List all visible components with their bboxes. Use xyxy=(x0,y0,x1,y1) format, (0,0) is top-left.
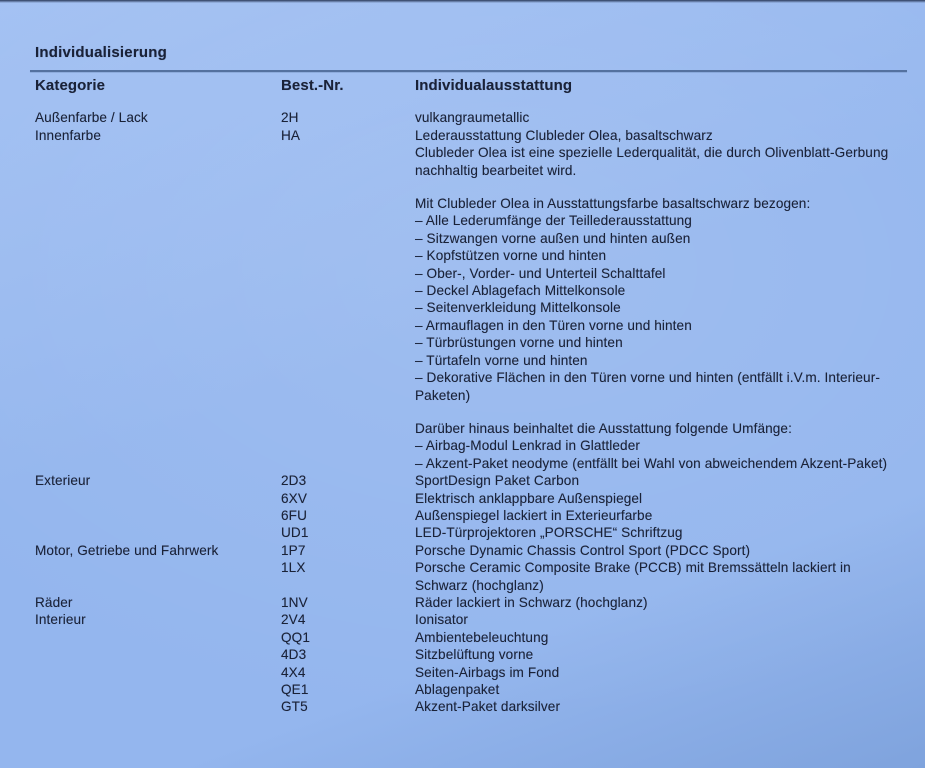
description-cell xyxy=(415,507,907,524)
column-header-code: Best.-Nr. xyxy=(281,77,344,94)
table-row xyxy=(35,542,907,559)
table-row xyxy=(35,490,907,507)
description-spacer xyxy=(415,404,907,420)
description-cell xyxy=(415,664,907,681)
table-row xyxy=(35,629,907,646)
description-line: Ambientebeleuchtung xyxy=(415,629,549,645)
description-line: Lederausstattung Clubleder Olea, basaltschwarz xyxy=(415,127,713,143)
table-row xyxy=(35,646,907,663)
table-row xyxy=(35,611,907,628)
description-cell xyxy=(415,109,907,126)
description-line: Ionisator xyxy=(415,612,469,628)
description-line: vulkangraumetallic xyxy=(415,110,530,126)
code-cell: GT5 xyxy=(281,699,308,715)
code-cell: 4D3 xyxy=(281,647,307,663)
description-cell xyxy=(415,646,907,663)
description-line: – Airbag-Modul Lenkrad in Glattleder xyxy=(415,438,641,454)
category-cell: Innenfarbe xyxy=(35,127,102,143)
code-cell: 4X4 xyxy=(281,664,306,680)
description-line: – Ober-, Vorder- und Unterteil Schalttafel xyxy=(415,265,666,281)
description-cell xyxy=(415,594,907,611)
description-line: SportDesign Paket Carbon xyxy=(415,473,580,489)
description-line: Ablagenpaket xyxy=(415,682,500,697)
table-row xyxy=(35,698,907,715)
description-line: Clubleder Olea ist eine spezielle Lederqualität, die durch Olivenblatt-Gerbung nachhaltig bearbeitet wird. xyxy=(415,145,889,178)
description-line: Mit Clubleder Olea in Ausstattungsfarbe basaltschwarz bezogen: xyxy=(415,196,811,212)
description-line: – Türbrüstungen vorne und hinten xyxy=(415,335,623,351)
table-row xyxy=(35,472,907,489)
description-line: – Akzent-Paket neodyme (entfällt bei Wahl von abweichendem Akzent-Paket) xyxy=(415,455,888,471)
column-header-description: Individualausstattung xyxy=(415,77,573,94)
category-cell: Interieur xyxy=(35,612,86,628)
description-line: – Armauflagen in den Türen vorne und hinten xyxy=(415,317,692,333)
description-cell xyxy=(415,698,907,715)
description-line: – Deckel Ablagefach Mittelkonsole xyxy=(415,283,626,299)
category-cell: Außenfarbe / Lack xyxy=(35,110,148,126)
description-line: – Dekorative Flächen in den Türen vorne und hinten (entfällt i.V.m. Interieur-Paketen) xyxy=(415,370,880,403)
description-line: Seiten-Airbags im Fond xyxy=(415,664,560,680)
code-cell: 1P7 xyxy=(281,542,306,558)
code-cell: 6XV xyxy=(281,490,307,506)
code-cell: 2V4 xyxy=(281,612,306,628)
table-row xyxy=(35,109,907,126)
table-row xyxy=(35,594,907,611)
description-line: Sitzbelüftung vorne xyxy=(415,647,534,663)
description-cell xyxy=(415,524,907,541)
description-line: Porsche Ceramic Composite Brake (PCCB) mit Bremssätteln lackiert in Schwarz (hochglanz) xyxy=(415,560,851,593)
description-line: Räder lackiert in Schwarz (hochglanz) xyxy=(415,594,648,610)
code-cell: QE1 xyxy=(281,682,309,697)
category-cell: Räder xyxy=(35,594,73,610)
description-line: Darüber hinaus beinhaltet die Ausstattung folgende Umfänge: xyxy=(415,420,792,436)
description-line: Porsche Dynamic Chassis Control Sport (PDCC Sport) xyxy=(415,542,751,558)
description-line: – Sitzwangen vorne außen und hinten außen xyxy=(415,230,691,246)
description-spacer xyxy=(415,179,907,195)
photo-top-edge xyxy=(0,0,925,3)
column-header-category: Kategorie xyxy=(35,77,106,94)
page-content xyxy=(35,44,907,716)
description-cell xyxy=(415,559,907,594)
category-cell: Motor, Getriebe und Fahrwerk xyxy=(35,542,219,558)
description-line: Elektrisch anklappbare Außenspiegel xyxy=(415,490,643,506)
category-cell: Exterieur xyxy=(35,473,91,489)
code-cell: 1NV xyxy=(281,594,308,610)
description-cell xyxy=(415,127,907,472)
description-line: – Seitenverkleidung Mittelkonsole xyxy=(415,300,621,316)
description-cell xyxy=(415,542,907,559)
code-cell: UD1 xyxy=(281,525,309,541)
description-line: – Kopfstützen vorne und hinten xyxy=(415,248,607,264)
page-title: Individualisierung xyxy=(35,44,167,61)
description-line: – Türtafeln vorne und hinten xyxy=(415,352,588,368)
code-cell: 1LX xyxy=(281,560,306,576)
table-row xyxy=(35,524,907,541)
description-cell xyxy=(415,629,907,646)
code-cell: 2D3 xyxy=(281,473,307,489)
code-cell: HA xyxy=(281,127,301,143)
description-cell xyxy=(415,472,907,489)
table-row xyxy=(35,681,907,698)
table-body xyxy=(35,109,907,715)
description-line: Außenspiegel lackiert in Exterieurfarbe xyxy=(415,507,653,523)
description-line: – Alle Lederumfänge der Teillederausstattung xyxy=(415,213,692,229)
description-cell xyxy=(415,611,907,628)
description-line: LED-Türprojektoren „PORSCHE“ Schriftzug xyxy=(415,525,683,541)
table-row xyxy=(35,559,907,594)
description-cell xyxy=(415,490,907,507)
code-cell: QQ1 xyxy=(281,629,311,645)
table-row xyxy=(35,507,907,524)
description-cell xyxy=(415,681,907,698)
table-header-row xyxy=(35,77,907,94)
table-row xyxy=(35,664,907,681)
description-line: Akzent-Paket darksilver xyxy=(415,699,561,715)
code-cell: 6FU xyxy=(281,507,307,523)
table-row xyxy=(35,127,907,472)
code-cell: 2H xyxy=(281,110,299,126)
title-divider xyxy=(30,70,907,72)
